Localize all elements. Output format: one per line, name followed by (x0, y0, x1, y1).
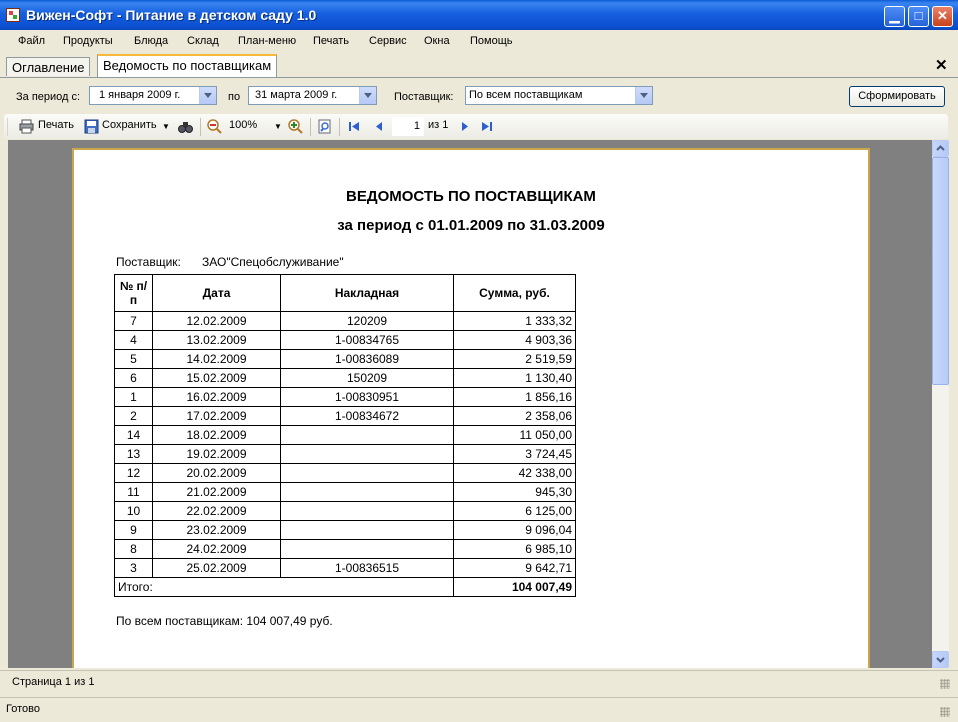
resize-grip-icon[interactable] (940, 707, 950, 717)
row-number: 6 (115, 369, 153, 388)
row-date: 25.02.2009 (153, 559, 281, 578)
scroll-down-button[interactable] (932, 651, 949, 668)
column-header: Сумма, руб. (454, 275, 576, 312)
window-title: Вижен-Софт - Питание в детском саду 1.0 (26, 7, 317, 23)
generate-button[interactable]: Сформировать (849, 86, 945, 107)
table-row (115, 445, 576, 464)
row-number: 8 (115, 540, 153, 559)
table-row (115, 426, 576, 445)
date-to-picker[interactable] (248, 86, 377, 105)
row-date: 19.02.2009 (153, 445, 281, 464)
table-row (115, 388, 576, 407)
menu-help[interactable]: Помощь (470, 35, 513, 47)
row-amount: 3 724,45 (454, 445, 576, 464)
chevron-down-icon[interactable] (199, 87, 216, 104)
table-row (115, 312, 576, 331)
row-invoice: 1-00836089 (281, 350, 454, 369)
row-number: 9 (115, 521, 153, 540)
table-row (115, 521, 576, 540)
row-invoice (281, 426, 454, 445)
report-page (72, 148, 870, 668)
maximize-button[interactable] (908, 6, 929, 27)
row-invoice: 120209 (281, 312, 454, 331)
maximize-icon: □ (914, 8, 923, 23)
table-row (115, 464, 576, 483)
table-row (115, 483, 576, 502)
save-button[interactable]: Сохранить (102, 119, 157, 131)
page-setup-icon[interactable] (317, 119, 332, 134)
row-number: 11 (115, 483, 153, 502)
minimize-button[interactable] (884, 6, 905, 27)
supplier-report-table (114, 274, 576, 597)
save-icon[interactable] (84, 119, 99, 134)
row-invoice: 1-00834765 (281, 331, 454, 350)
table-row (115, 407, 576, 426)
scroll-thumb[interactable] (932, 157, 949, 385)
chevron-down-icon (933, 652, 948, 667)
toolbar-separator (200, 118, 201, 136)
row-number: 7 (115, 312, 153, 331)
row-number: 1 (115, 388, 153, 407)
find-icon[interactable] (178, 119, 193, 134)
vertical-scrollbar[interactable] (932, 140, 949, 668)
column-header: № п/п (115, 275, 153, 312)
report-toolbar (4, 114, 948, 139)
menu-bar (0, 30, 958, 52)
table-row (115, 559, 576, 578)
column-header: Дата (153, 275, 281, 312)
row-number: 13 (115, 445, 153, 464)
row-number: 2 (115, 407, 153, 426)
table-row (115, 331, 576, 350)
tab-supplier-report[interactable]: Ведомость по поставщикам (97, 54, 277, 77)
row-invoice: 1-00836515 (281, 559, 454, 578)
last-page-icon[interactable] (479, 119, 494, 134)
menu-products[interactable]: Продукты (63, 35, 113, 47)
row-number: 3 (115, 559, 153, 578)
tab-strip (0, 53, 958, 78)
menu-service[interactable]: Сервис (369, 35, 407, 47)
resize-grip-icon[interactable] (940, 679, 950, 689)
supplier-value: По всем поставщикам (469, 89, 583, 101)
row-date: 13.02.2009 (153, 331, 281, 350)
row-date: 24.02.2009 (153, 540, 281, 559)
page-count: из 1 (428, 119, 449, 131)
row-amount: 6 125,00 (454, 502, 576, 521)
toolbar-grip (7, 118, 8, 136)
date-from-picker[interactable] (89, 86, 217, 105)
row-date: 20.02.2009 (153, 464, 281, 483)
zoom-dropdown-icon[interactable]: ▼ (274, 122, 282, 131)
row-amount: 11 050,00 (454, 426, 576, 445)
zoom-value[interactable]: 100% (229, 119, 258, 131)
total-label: Итого: (115, 578, 454, 597)
table-row (115, 350, 576, 369)
row-invoice (281, 521, 454, 540)
report-supplier-label: Поставщик: (116, 255, 181, 269)
report-summary: По всем поставщикам: 104 007,49 руб. (116, 614, 333, 628)
row-invoice: 1-00834672 (281, 407, 454, 426)
to-label: по (228, 91, 241, 103)
report-title: ВЕДОМОСТЬ ПО ПОСТАВЩИКАМ (346, 188, 596, 205)
row-date: 16.02.2009 (153, 388, 281, 407)
zoom-out-icon[interactable] (207, 119, 222, 134)
total-row (115, 578, 576, 597)
row-number: 14 (115, 426, 153, 445)
table-row (115, 502, 576, 521)
row-invoice (281, 445, 454, 464)
first-page-icon[interactable] (347, 119, 362, 134)
row-number: 5 (115, 350, 153, 369)
page-number-input[interactable]: 1 (392, 117, 424, 136)
toolbar-separator (310, 118, 311, 136)
preview-status-bar (0, 670, 958, 693)
row-number: 10 (115, 502, 153, 521)
row-invoice: 150209 (281, 369, 454, 388)
row-invoice (281, 464, 454, 483)
total-value: 104 007,49 (454, 578, 576, 597)
menu-file[interactable]: Файл (18, 35, 46, 47)
menu-windows[interactable]: Окна (424, 35, 450, 47)
row-amount: 9 096,04 (454, 521, 576, 540)
tab-contents[interactable]: Оглавление (6, 57, 90, 76)
next-page-icon[interactable] (457, 119, 472, 134)
title-bar[interactable] (0, 0, 958, 30)
chevron-down-icon[interactable] (635, 87, 652, 104)
row-amount: 42 338,00 (454, 464, 576, 483)
supplier-label: Поставщик: (394, 91, 454, 103)
zoom-in-icon[interactable] (288, 119, 303, 134)
menu-warehouse[interactable]: Склад (187, 35, 219, 47)
row-amount: 2 358,06 (454, 407, 576, 426)
toolbar-separator (339, 118, 340, 136)
report-supplier-name: ЗАО"Спецобслуживание" (202, 255, 344, 269)
row-number: 12 (115, 464, 153, 483)
menu-dishes[interactable]: Блюда (134, 35, 169, 47)
row-date: 12.02.2009 (153, 312, 281, 331)
row-number: 4 (115, 331, 153, 350)
report-period: за период с 01.01.2009 по 31.03.2009 (337, 217, 605, 234)
prev-page-icon[interactable] (372, 119, 387, 134)
row-date: 18.02.2009 (153, 426, 281, 445)
row-invoice (281, 540, 454, 559)
row-invoice (281, 502, 454, 521)
report-preview[interactable] (8, 140, 932, 668)
row-date: 15.02.2009 (153, 369, 281, 388)
row-amount: 945,30 (454, 483, 576, 502)
app-icon[interactable] (6, 8, 20, 22)
row-amount: 1 333,32 (454, 312, 576, 331)
print-button[interactable]: Печать (38, 119, 75, 131)
minimize-icon: ▁ (889, 8, 900, 23)
chevron-up-icon (933, 141, 948, 156)
date-from-value: 1 января 2009 г. (99, 89, 181, 101)
close-icon: ✕ (937, 8, 948, 23)
supplier-select[interactable] (465, 86, 653, 105)
row-amount: 6 985,10 (454, 540, 576, 559)
menu-plan[interactable]: План-меню (238, 35, 297, 47)
close-button[interactable] (932, 6, 953, 27)
chevron-down-icon[interactable] (359, 87, 376, 104)
row-amount: 1 130,40 (454, 369, 576, 388)
save-dropdown-icon[interactable]: ▼ (162, 122, 170, 131)
row-date: 17.02.2009 (153, 407, 281, 426)
row-date: 21.02.2009 (153, 483, 281, 502)
row-amount: 9 642,71 (454, 559, 576, 578)
row-amount: 4 903,36 (454, 331, 576, 350)
filter-bar (0, 80, 958, 112)
close-tab-icon[interactable]: ✕ (935, 57, 948, 74)
row-invoice (281, 483, 454, 502)
table-header-row (115, 275, 576, 312)
table-row (115, 540, 576, 559)
page-status: Страница 1 из 1 (12, 676, 95, 688)
row-amount: 2 519,59 (454, 350, 576, 369)
row-date: 22.02.2009 (153, 502, 281, 521)
period-label: За период с: (16, 91, 81, 103)
menu-print[interactable]: Печать (313, 35, 350, 47)
row-amount: 1 856,16 (454, 388, 576, 407)
date-to-value: 31 марта 2009 г. (255, 89, 338, 101)
row-invoice: 1-00830951 (281, 388, 454, 407)
row-date: 14.02.2009 (153, 350, 281, 369)
table-row (115, 369, 576, 388)
app-status-bar (0, 697, 958, 722)
ready-status: Готово (6, 703, 40, 715)
scroll-up-button[interactable] (932, 140, 949, 157)
row-date: 23.02.2009 (153, 521, 281, 540)
column-header: Накладная (281, 275, 454, 312)
printer-icon[interactable] (19, 119, 34, 134)
